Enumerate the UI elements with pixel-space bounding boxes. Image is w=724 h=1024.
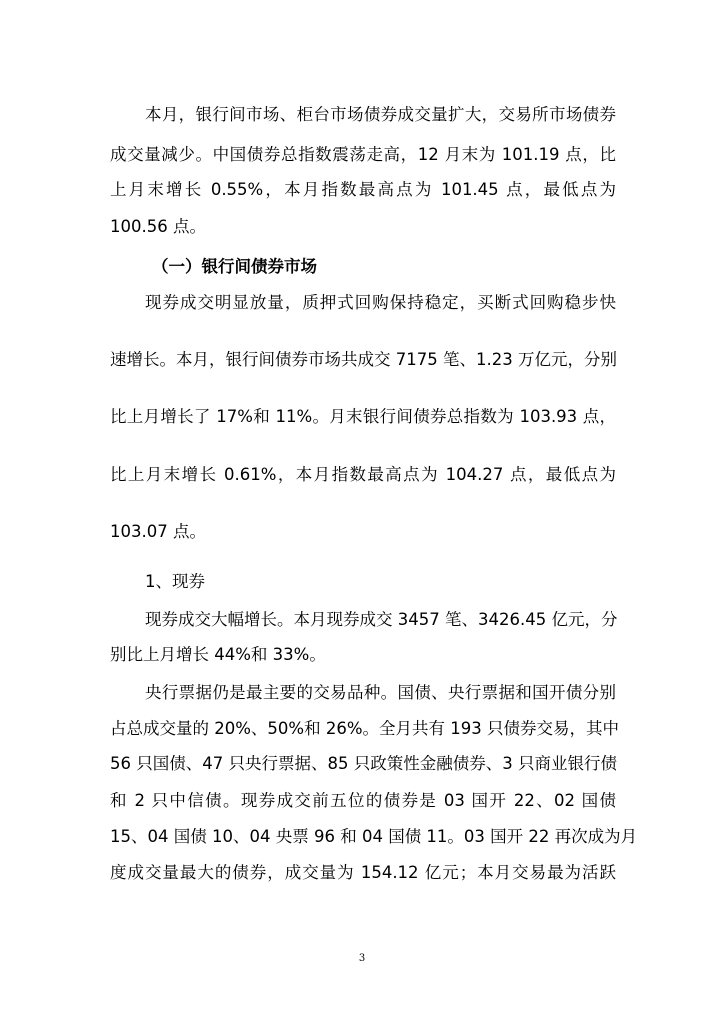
paragraph-3-line-2: 别比上月增长 44%和 33%。 — [110, 645, 326, 664]
paragraph-4-line-3: 56 只国债、47 只央行票据、85 只政策性金融债券、3 只商业银行债 — [110, 754, 617, 773]
subsection-heading: 1、现券 — [145, 572, 205, 591]
paragraph-2-line-2: 速增长。本月，银行间债券市场共成交 7175 笔、1.23 万亿元，分别 — [110, 350, 617, 369]
paragraph-1-line-4: 100.56 点。 — [110, 217, 206, 236]
paragraph-4-line-5: 15、04 国债 10、04 央票 96 和 04 国债 11。03 国开 22 再次成为月 — [110, 827, 638, 846]
paragraph-4-line-1: 央行票据仍是最主要的交易品种。国债、央行票据和国开债分别 — [145, 683, 616, 702]
paragraph-2-line-1: 现券成交明显放量，质押式回购保持稳定，买断式回购稳步快 — [145, 293, 616, 312]
paragraph-2-line-4: 比上月末增长 0.61%，本月指数最高点为 104.27 点，最低点为 — [110, 465, 616, 484]
paragraph-4-line-4: 和 2 只中信债。现券成交前五位的债券是 03 国开 22、02 国债 — [110, 791, 616, 810]
paragraph-4-line-2: 占总成交量的 20%、50%和 26%。全月共有 193 只债券交易，其中 — [110, 719, 619, 738]
paragraph-1-line-2: 成交量减少。中国债券总指数震荡走高，12 月末为 101.19 点，比 — [110, 145, 616, 164]
paragraph-2-line-5: 103.07 点。 — [110, 522, 206, 541]
paragraph-2-line-3: 比上月增长了 17%和 11%。月末银行间债券总指数为 103.93 点， — [110, 407, 616, 426]
page-number: 3 — [358, 953, 366, 964]
section-heading: （一）银行间债券市场 — [152, 257, 317, 276]
paragraph-1-line-3: 上月末增长 0.55%，本月指数最高点为 101.45 点，最低点为 — [110, 180, 616, 199]
paragraph-3-line-1: 现券成交大幅增长。本月现券成交 3457 笔、3426.45 亿元，分 — [145, 610, 618, 629]
paragraph-1-line-1: 本月，银行间市场、柜台市场债券成交量扩大，交易所市场债券 — [145, 105, 616, 124]
paragraph-4-line-6: 度成交量最大的债券，成交量为 154.12 亿元；本月交易最为活跃 — [110, 863, 616, 882]
